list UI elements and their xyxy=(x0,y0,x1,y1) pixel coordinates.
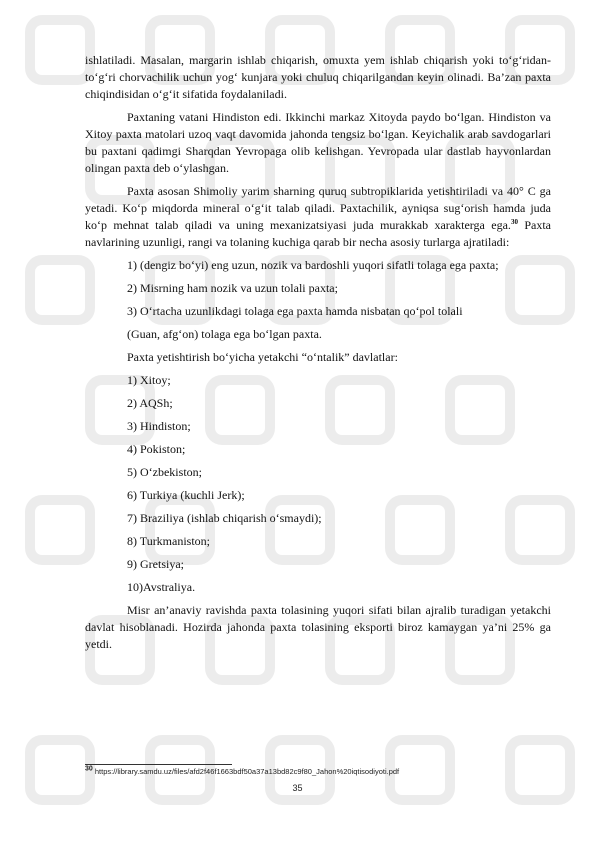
footnote-divider xyxy=(85,764,232,765)
footnote xyxy=(85,767,399,777)
footnote-link[interactable]: https://library.samdu.uz/files/afd2f46f1663bdf50a37a13bd82c9f80_Jahon%20iqtisodiyoti.pdf xyxy=(92,767,400,776)
list-item: 1) Xitoy; xyxy=(127,373,171,387)
list-item: 10)Avstraliya. xyxy=(127,580,196,594)
paragraph-homeland: Paxtaning vatani Hindiston edi. Ikkinchi markaz Xitoyda paydo bo‘lgan. Hindiston va Xitoy paxta matolari uzoq vaqt davomida jahonda tengsiz bo‘lgan. Keyichalik arab savdogarlari bu paxtani qadimgi Sharqdan Yevropaga olib kelishgan. Yevropada ular dastlab hayvonlardan olingan paxta deb o‘ylashgan. xyxy=(85,110,551,175)
paragraph-growing xyxy=(85,183,551,251)
list-item: 7) Braziliya (ishlab chiqarish o‘smaydi); xyxy=(127,511,322,525)
list-item: 2) AQSh; xyxy=(127,396,173,410)
list-item: 9) Gretsiya; xyxy=(127,557,184,571)
list-item: 8) Turkmaniston; xyxy=(127,534,211,548)
list-item: 5) O‘zbekiston; xyxy=(127,465,202,479)
footnote-ref[interactable]: 30 xyxy=(510,218,518,226)
list-item: 3) Hindiston; xyxy=(127,419,191,433)
list-item: 6) Turkiya (kuchli Jerk); xyxy=(127,488,245,502)
body-text xyxy=(85,52,551,659)
paragraph-growing-b: Paxta navlarining uzunligi, rangi va tolaning kuchiga qarab bir necha asosiy turlarga ajratiladi: xyxy=(85,218,551,249)
paragraph-growing-a: Paxta asosan Shimoliy yarim sharning quruq subtropiklarida yetishtiriladi va 40° C ga yetadi. Ko‘p miqdorda mineral o‘g‘it talab qiladi. Paxtachilik, ayniqsa sug‘orish hamda juda ko‘p mehnat talab qiladi va uning mexanizatsiyasi juda murakkab xarakterga ega. xyxy=(85,184,551,232)
paragraph-margarin: ishlatiladi. Masalan, margarin ishlab chiqarish, omuxta yem ishlab chiqarish yoki to‘g‘ridan-to‘g‘ri chorvachilik uchun yog‘ kunjara yoki chuluq chiqarilgandan keyin olinadi. Ba’zan paxta chiqindisidan o‘g‘it sifatida foydalaniladi. xyxy=(85,53,551,101)
cotton-type-3: 3) O‘rtacha uzunlikdagi tolaga ega paxta hamda nisbatan qo‘pol tolali xyxy=(127,304,463,318)
paragraph-egypt: Misr an’anaviy ravishda paxta tolasining yuqori sifati bilan ajralib turadigan yetakchi davlat hisoblanadi. Hozirda jahonda paxta tolasining eksporti biroz kamaygan ya’ni 25% ga yetdi. xyxy=(85,603,551,651)
list-item: 4) Pokiston; xyxy=(127,442,186,456)
leaders-intro: Paxta yetishtirish bo‘yicha yetakchi “o‘ntalik” davlatlar: xyxy=(127,350,398,364)
cotton-type-2: 2) Misrning ham nozik va uzun tolali paxta; xyxy=(127,281,338,295)
cotton-type-1: 1) (dengiz bo‘yi) eng uzun, nozik va bardoshli yuqori sifatli tolaga ega paxta; xyxy=(127,258,499,272)
country-list xyxy=(85,372,551,596)
page-number: 35 xyxy=(292,783,303,793)
cotton-type-3-cont: (Guan, afg‘on) tolaga ega bo‘lgan paxta. xyxy=(127,327,322,341)
footnote-number: 30 xyxy=(85,765,93,773)
